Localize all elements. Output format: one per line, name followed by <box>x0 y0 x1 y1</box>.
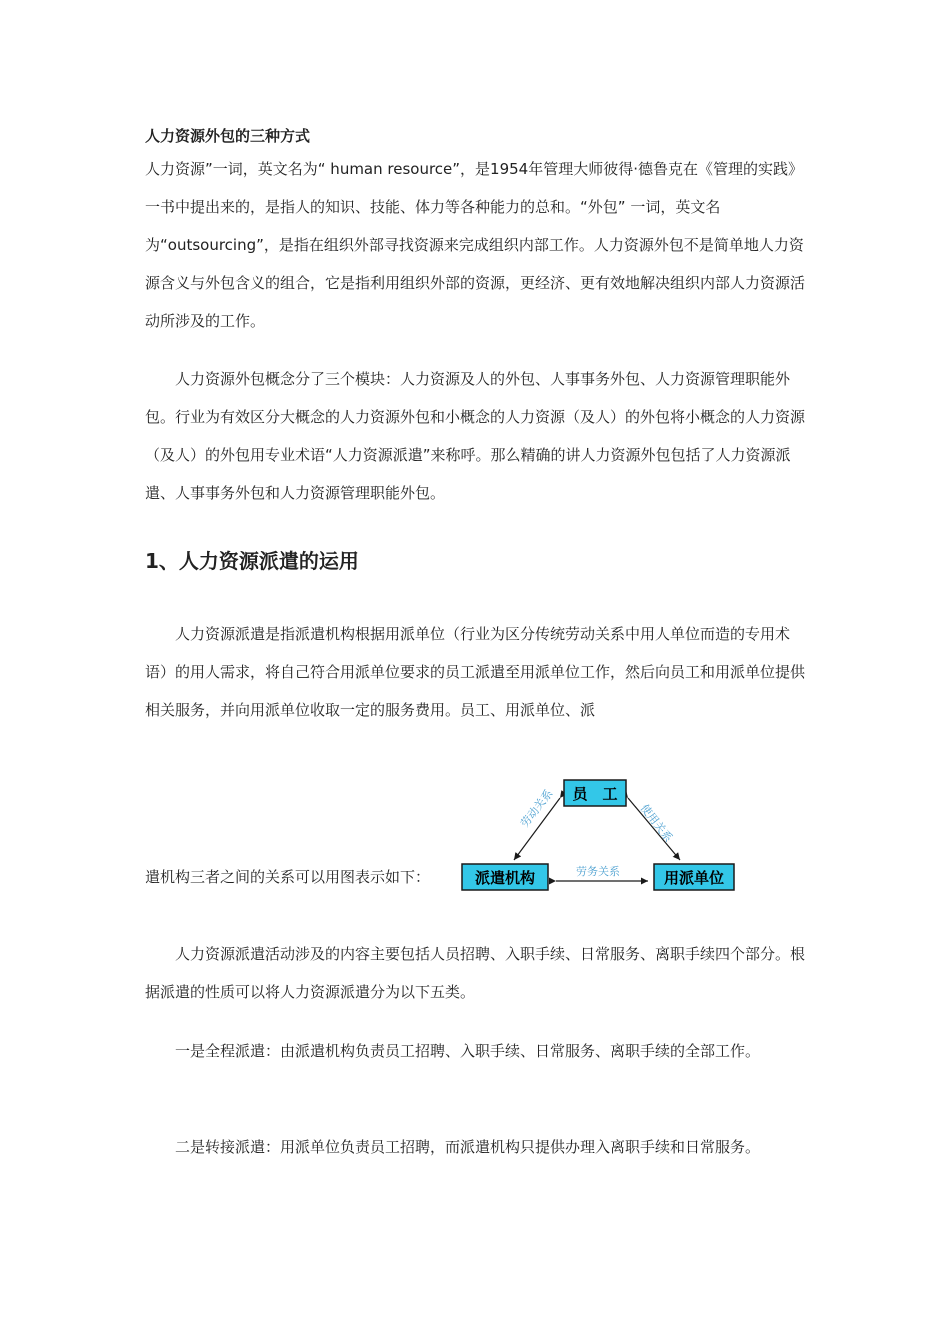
section-heading: 1、人力资源派遣的运用 <box>145 549 359 573</box>
diagram-caption: 遣机构三者之间的关系可以用图表示如下： <box>145 868 431 886</box>
doc-title: 人力资源外包的三种方式 <box>145 127 311 145</box>
edge-label-right: 使用关系 <box>637 801 675 845</box>
box-dispatch-agency-label: 派遣机构 <box>474 869 536 887</box>
dispatch-definition-paragraph: 人力资源派遣是指派遣机构根据用派单位（行业为区分传统劳动关系中用人单位而造的专用术语）的用人需求，将自己符合用派单位要求的员工派遣至用派单位工作，然后向员工和用派单位提供相关服务，并向用派单位收取一定的服务费用。员工、用派单位、派 <box>145 625 806 719</box>
relationship-diagram <box>460 776 740 896</box>
edge-label-bottom: 劳务关系 <box>576 865 620 878</box>
intro-paragraph: 人力资源”一词，英文名为“ human resource”，是1954年管理大师彼得·德鲁克在《管理的实践》一书中提出来的，是指人的知识、技能、体力等各种能力的总和。“外包” 一词，英文名为“outsourcing”，是指在组织外部寻找资源来完成组织内部工作。人力资源外包不是简单地人力资源含义与外包含义的组合，它是指利用组织外部的资源，更经济、更有效地解决组织内部人力资源活动所涉及的工作。 <box>145 160 806 330</box>
box-using-unit-label: 用派单位 <box>663 869 725 887</box>
dispatch-content-paragraph: 人力资源派遣活动涉及的内容主要包括人员招聘、入职手续、日常服务、离职手续四个部分。根据派遣的性质可以将人力资源派遣分为以下五类。 <box>145 945 806 1001</box>
concept-paragraph: 人力资源外包概念分了三个模块：人力资源及人的外包、人事事务外包、人力资源管理职能外包。行业为有效区分大概念的人力资源外包和小概念的人力资源（及人）的外包将小概念的人力资源（及人）的外包用专业术语“人力资源派遣”来称呼。那么精确的讲人力资源外包包括了人力资源派遣、人事事务外包和人力资源管理职能外包。 <box>145 370 806 502</box>
edge-label-left: 劳动关系 <box>518 787 556 830</box>
type-two-paragraph: 二是转接派遣：用派单位负责员工招聘，而派遣机构只提供办理入离职手续和日常服务。 <box>175 1138 761 1156</box>
box-employee-label: 员 工 <box>572 785 618 803</box>
type-one-paragraph: 一是全程派遣：由派遣机构负责员工招聘、入职手续、日常服务、离职手续的全部工作。 <box>175 1042 761 1060</box>
